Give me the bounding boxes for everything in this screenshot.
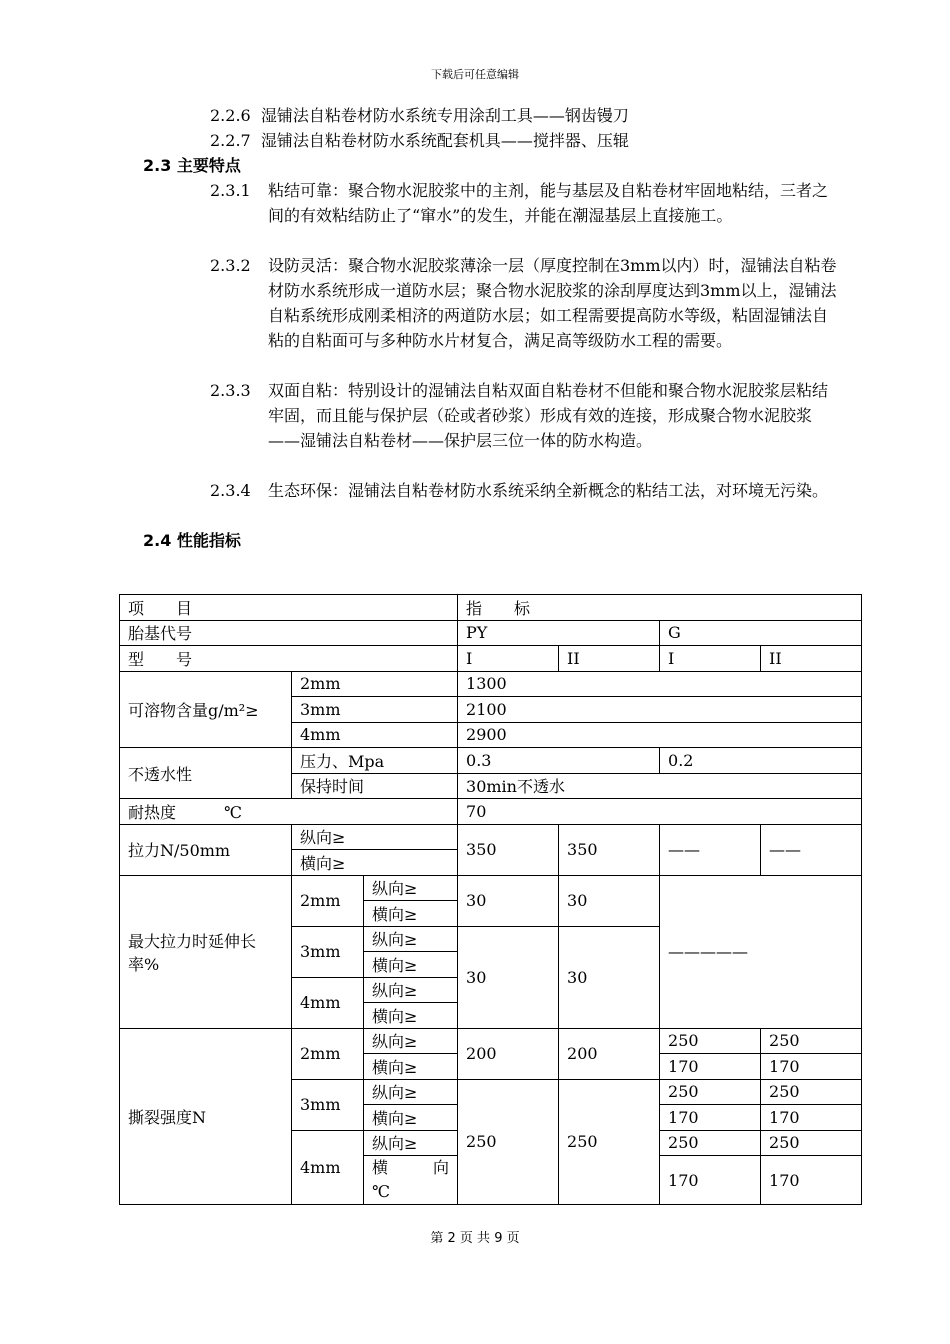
- table-cell: 0.2: [660, 748, 862, 774]
- table-cell: 3mm: [292, 926, 364, 977]
- table-cell: ——: [761, 824, 862, 875]
- table-row: [120, 646, 862, 672]
- feature-text: 粘结可靠：聚合物水泥胶浆中的主剂，能与基层及自粘卷材牢固地粘结，三者之间的有效粘结防止了“窜水”的发生，并能在潮湿基层上直接施工。: [268, 181, 829, 225]
- page-footer: 第 2 页 共 9 页: [430, 1231, 520, 1246]
- table-cell: 30: [458, 875, 559, 926]
- table-row: [120, 595, 862, 621]
- feature-text: 生态环保：湿铺法自粘卷材防水系统采纳全新概念的粘结工法，对环境无污染。: [268, 481, 829, 500]
- cell-line: 横 向: [372, 1158, 450, 1177]
- table-row: [120, 875, 862, 901]
- table-cell: 200: [559, 1028, 660, 1079]
- table-cell: 横向≥: [364, 1003, 458, 1029]
- table-cell: 纵向≥: [364, 875, 458, 901]
- table-cell: 4mm: [292, 1130, 364, 1205]
- table-cell: 型 号: [120, 646, 458, 672]
- table-cell: 压力、Mpa: [292, 748, 458, 774]
- table-cell: 横向≥: [364, 1054, 458, 1080]
- table-cell: 170: [660, 1054, 761, 1080]
- table-cell: 170: [660, 1156, 761, 1205]
- table-cell: PY: [458, 620, 660, 646]
- table-cell: 0.3: [458, 748, 660, 774]
- table-cell: 250: [660, 1028, 761, 1054]
- table-cell: 2mm: [292, 875, 364, 926]
- table-cell: 250: [660, 1130, 761, 1156]
- table-cell: II: [761, 646, 862, 672]
- table-cell: 纵向≥: [364, 1028, 458, 1054]
- feature-text: 设防灵活：聚合物水泥胶浆薄涂一层（厚度控制在3mm以内）时，湿铺法自粘卷材防水系统形成一道防水层；聚合物水泥胶浆的涂刮厚度达到3mm以上，湿铺法自粘系统形成刚柔相济的两道防水层；如工程需要提高防水等级，粘固湿铺法自粘的自粘面可与多种防水片材复合，满足高等级防水工程的需要。: [268, 256, 837, 350]
- table-cell: 250: [559, 1079, 660, 1205]
- table-row: [120, 620, 862, 646]
- table-cell: 纵向≥: [292, 824, 458, 850]
- table-cell: I: [458, 646, 559, 672]
- table-row: [120, 671, 862, 697]
- table-cell: 250: [761, 1130, 862, 1156]
- table-cell: 4mm: [292, 722, 458, 748]
- table-cell: II: [559, 646, 660, 672]
- feature-text: 双面自粘：特别设计的湿铺法自粘双面自粘卷材不但能和聚合物水泥胶浆层粘结牢固，而且能与保护层（砼或者砂浆）形成有效的连接，形成聚合物水泥胶浆——湿铺法自粘卷材——保护层三位一体的防水构造。: [268, 381, 829, 450]
- table-cell: 3mm: [292, 697, 458, 723]
- table-cell: 30: [559, 926, 660, 1028]
- table-cell: 纵向≥: [364, 926, 458, 952]
- table-cell: 2100: [458, 697, 862, 723]
- table-row: [120, 824, 862, 850]
- performance-table: [119, 594, 862, 1205]
- table-cell: 横向≥: [364, 901, 458, 927]
- table-cell: 350: [458, 824, 559, 875]
- table-cell: 指 标: [458, 595, 862, 621]
- table-cell: 纵向≥: [364, 1079, 458, 1105]
- table-cell: 不透水性: [120, 748, 292, 799]
- item-text: 湿铺法自粘卷材防水系统配套机具——搅拌器、压辊: [260, 131, 629, 150]
- table-cell: 30: [559, 875, 660, 926]
- table-cell: 1300: [458, 671, 862, 697]
- table-cell: 横向≥: [364, 952, 458, 978]
- table-cell: 30: [458, 926, 559, 1028]
- table-cell: 4mm: [292, 977, 364, 1028]
- item-number: 2.2.6: [210, 106, 251, 125]
- feature-number: 2.3.4: [210, 481, 251, 500]
- table-cell: 170: [761, 1156, 862, 1205]
- table-cell: 2mm: [292, 671, 458, 697]
- table-row: [120, 1028, 862, 1054]
- feature-number: 2.3.2: [210, 256, 251, 275]
- table-cell: 170: [761, 1105, 862, 1131]
- table-cell: 纵向≥: [364, 977, 458, 1003]
- table-cell: 胎基代号: [120, 620, 458, 646]
- table-cell: 项 目: [120, 595, 458, 621]
- table-cell: 200: [458, 1028, 559, 1079]
- table-cell: 250: [660, 1079, 761, 1105]
- table-cell: 2mm: [292, 1028, 364, 1079]
- table-cell: 250: [458, 1079, 559, 1205]
- table-cell: 3mm: [292, 1079, 364, 1130]
- section-heading-2-4: 2.4 性能指标: [143, 531, 241, 550]
- table-cell: 30min不透水: [458, 773, 862, 799]
- table-cell: 170: [761, 1054, 862, 1080]
- table-cell: 横向≥: [364, 1105, 458, 1131]
- table-cell: 保持时间: [292, 773, 458, 799]
- table-cell: 横向≥: [292, 850, 458, 876]
- item-2-2-7: [210, 128, 629, 153]
- table-cell: —————: [660, 875, 862, 1028]
- table-cell: 可溶物含量g/m²≥: [120, 671, 292, 748]
- section-heading-2-3: 2.3 主要特点: [143, 156, 241, 175]
- item-number: 2.2.7: [210, 131, 251, 150]
- table-row: [120, 799, 862, 825]
- table-cell: 70: [458, 799, 862, 825]
- table-cell: G: [660, 620, 862, 646]
- table-cell: I: [660, 646, 761, 672]
- table-cell: 250: [761, 1028, 862, 1054]
- table-row: [120, 748, 862, 774]
- feature-number: 2.3.3: [210, 381, 251, 400]
- table-cell: 耐热度 ℃: [120, 799, 458, 825]
- table-cell: ——: [660, 824, 761, 875]
- table-cell: 撕裂强度N: [120, 1028, 292, 1205]
- table-cell: 最大拉力时延伸长率%: [120, 875, 292, 1028]
- table-cell: 拉力N/50mm: [120, 824, 292, 875]
- page-header: 下载后可任意编辑: [431, 68, 519, 81]
- item-2-2-6: [210, 103, 629, 128]
- table-cell: [364, 1156, 458, 1205]
- cell-line: ℃: [372, 1182, 390, 1201]
- feature-number: 2.3.1: [210, 181, 251, 200]
- table-cell: 170: [660, 1105, 761, 1131]
- item-text: 湿铺法自粘卷材防水系统专用涂刮工具——钢齿镘刀: [260, 106, 629, 125]
- table-cell: 2900: [458, 722, 862, 748]
- table-cell: 纵向≥: [364, 1130, 458, 1156]
- table-cell: 350: [559, 824, 660, 875]
- table-cell: 250: [761, 1079, 862, 1105]
